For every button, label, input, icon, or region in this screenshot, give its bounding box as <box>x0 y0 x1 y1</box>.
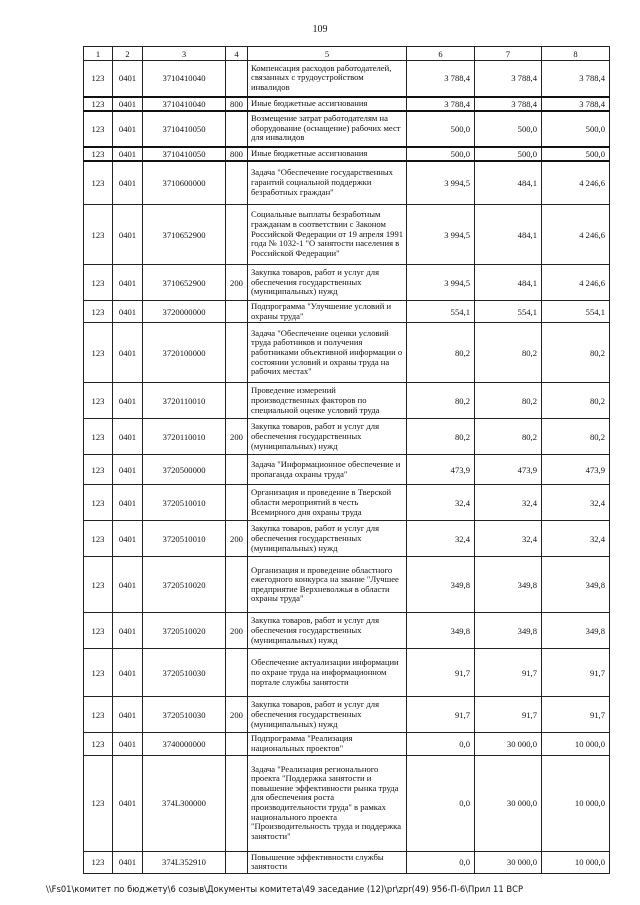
cell-amount-2: 80,2 <box>475 383 542 419</box>
table-row <box>84 455 610 485</box>
cell-description: Проведение измерений производственных факторов по специальной оценке условий труда <box>248 383 407 419</box>
cell-amount-1: 3 788,4 <box>407 61 475 97</box>
column-header-3: 3 <box>143 47 226 61</box>
cell-amount-3: 500,0 <box>542 111 610 147</box>
cell-expense-type <box>226 383 248 419</box>
cell-amount-1: 0,0 <box>407 851 475 873</box>
cell-expense-type <box>226 161 248 205</box>
table-row <box>84 419 610 455</box>
column-header-4: 4 <box>226 47 248 61</box>
cell-target-article: 3710600000 <box>143 161 226 205</box>
cell-description: Иные бюджетные ассигнования <box>248 147 407 161</box>
cell-description: Задача "Обеспечение государственных гарантий социальной поддержки безработных граждан" <box>248 161 407 205</box>
cell-amount-1: 80,2 <box>407 323 475 383</box>
cell-expense-type <box>226 61 248 97</box>
cell-description: Организация и проведение областного ежегодного конкурса на звание "Лучшее предприятие Верхневолжья в области охраны труда" <box>248 557 407 613</box>
cell-amount-3: 349,8 <box>542 557 610 613</box>
table-row <box>84 383 610 419</box>
cell-code-admin: 123 <box>84 521 113 557</box>
cell-section: 0401 <box>113 649 143 697</box>
cell-amount-3: 500,0 <box>542 147 610 161</box>
cell-expense-type: 200 <box>226 419 248 455</box>
cell-amount-1: 0,0 <box>407 755 475 851</box>
cell-code-admin: 123 <box>84 323 113 383</box>
cell-amount-3: 349,8 <box>542 613 610 649</box>
table-body <box>84 61 610 874</box>
table-row <box>84 613 610 649</box>
cell-amount-3: 80,2 <box>542 383 610 419</box>
cell-target-article: 3710410050 <box>143 111 226 147</box>
cell-target-article: 3740000000 <box>143 733 226 755</box>
cell-amount-3: 10 000,0 <box>542 851 610 873</box>
cell-amount-2: 80,2 <box>475 419 542 455</box>
header-row <box>84 47 610 61</box>
cell-target-article: 3710410050 <box>143 147 226 161</box>
cell-amount-2: 554,1 <box>475 301 542 323</box>
cell-amount-1: 91,7 <box>407 649 475 697</box>
cell-section: 0401 <box>113 111 143 147</box>
cell-description: Возмещение затрат работодателям на оборудование (оснащение) рабочих мест для инвалидов <box>248 111 407 147</box>
cell-amount-2: 500,0 <box>475 111 542 147</box>
table-row <box>84 755 610 851</box>
cell-code-admin: 123 <box>84 301 113 323</box>
cell-code-admin: 123 <box>84 111 113 147</box>
cell-section: 0401 <box>113 205 143 265</box>
cell-amount-1: 80,2 <box>407 383 475 419</box>
cell-description: Задача "Информационное обеспечение и пропаганда охраны труда" <box>248 455 407 485</box>
cell-expense-type: 200 <box>226 613 248 649</box>
cell-section: 0401 <box>113 419 143 455</box>
cell-target-article: 3710410040 <box>143 61 226 97</box>
cell-amount-2: 484,1 <box>475 161 542 205</box>
cell-amount-1: 349,8 <box>407 557 475 613</box>
cell-section: 0401 <box>113 161 143 205</box>
cell-amount-2: 484,1 <box>475 265 542 301</box>
cell-section: 0401 <box>113 383 143 419</box>
cell-target-article: 3720510020 <box>143 613 226 649</box>
page-number: 109 <box>312 24 328 35</box>
cell-amount-3: 80,2 <box>542 419 610 455</box>
cell-description: Компенсация расходов работодателей, связанных с трудоустройством инвалидов <box>248 61 407 97</box>
cell-amount-2: 349,8 <box>475 613 542 649</box>
cell-target-article: 3720510030 <box>143 649 226 697</box>
cell-amount-1: 32,4 <box>407 521 475 557</box>
cell-target-article: 3710652900 <box>143 205 226 265</box>
cell-amount-3: 32,4 <box>542 485 610 521</box>
cell-amount-1: 473,9 <box>407 455 475 485</box>
table-row <box>84 147 610 161</box>
cell-section: 0401 <box>113 521 143 557</box>
cell-code-admin: 123 <box>84 97 113 111</box>
cell-amount-3: 3 788,4 <box>542 61 610 97</box>
cell-expense-type <box>226 323 248 383</box>
column-header-8: 8 <box>542 47 610 61</box>
cell-amount-3: 91,7 <box>542 649 610 697</box>
cell-target-article: 3720510010 <box>143 521 226 557</box>
cell-amount-2: 30 000,0 <box>475 733 542 755</box>
cell-target-article: 3720510010 <box>143 485 226 521</box>
cell-amount-3: 3 788,4 <box>542 97 610 111</box>
cell-code-admin: 123 <box>84 851 113 873</box>
table-row <box>84 697 610 733</box>
cell-expense-type <box>226 301 248 323</box>
cell-description: Закупка товаров, работ и услуг для обеспечения государственных (муниципальных) нужд <box>248 521 407 557</box>
table-row <box>84 265 610 301</box>
cell-target-article: 3720110010 <box>143 419 226 455</box>
cell-description: Социальные выплаты безработным гражданам в соответствии с Законом Российской Федерации от 19 апреля 1991 года № 1032-1 "О занятости населения в Российской Федерации" <box>248 205 407 265</box>
table-row <box>84 851 610 873</box>
cell-amount-2: 3 788,4 <box>475 61 542 97</box>
cell-section: 0401 <box>113 61 143 97</box>
cell-section: 0401 <box>113 733 143 755</box>
cell-code-admin: 123 <box>84 455 113 485</box>
cell-section: 0401 <box>113 265 143 301</box>
cell-expense-type <box>226 205 248 265</box>
cell-description: Закупка товаров, работ и услуг для обеспечения государственных (муниципальных) нужд <box>248 419 407 455</box>
table-row <box>84 205 610 265</box>
cell-section: 0401 <box>113 323 143 383</box>
cell-target-article: 3720100000 <box>143 323 226 383</box>
cell-amount-3: 4 246,6 <box>542 205 610 265</box>
cell-section: 0401 <box>113 755 143 851</box>
cell-section: 0401 <box>113 851 143 873</box>
cell-amount-1: 80,2 <box>407 419 475 455</box>
cell-amount-2: 30 000,0 <box>475 851 542 873</box>
cell-amount-3: 10 000,0 <box>542 733 610 755</box>
cell-amount-1: 554,1 <box>407 301 475 323</box>
cell-description: Закупка товаров, работ и услуг для обеспечения государственных (муниципальных) нужд <box>248 265 407 301</box>
cell-code-admin: 123 <box>84 161 113 205</box>
cell-code-admin: 123 <box>84 733 113 755</box>
cell-amount-3: 473,9 <box>542 455 610 485</box>
cell-expense-type: 200 <box>226 265 248 301</box>
column-header-6: 6 <box>407 47 475 61</box>
cell-amount-1: 3 994,5 <box>407 205 475 265</box>
table-row <box>84 557 610 613</box>
cell-amount-1: 3 994,5 <box>407 265 475 301</box>
table-row <box>84 649 610 697</box>
footer-file-path: \\Fs01\комитет по бюджету\6 созыв\Документы комитета\49 заседание (12)\pr\zpr(49) 956-П-6\Прил 11 ВСР <box>46 884 524 894</box>
cell-expense-type <box>226 755 248 851</box>
cell-amount-2: 80,2 <box>475 323 542 383</box>
cell-expense-type <box>226 851 248 873</box>
cell-section: 0401 <box>113 455 143 485</box>
cell-description: Задача "Обеспечение оценки условий труда работников и получения работниками объективной информации о состоянии условий и охраны труда на рабочих местах" <box>248 323 407 383</box>
cell-amount-3: 4 246,6 <box>542 161 610 205</box>
cell-target-article: 3710652900 <box>143 265 226 301</box>
cell-expense-type <box>226 111 248 147</box>
cell-target-article: 3720000000 <box>143 301 226 323</box>
cell-amount-1: 91,7 <box>407 697 475 733</box>
cell-code-admin: 123 <box>84 557 113 613</box>
cell-code-admin: 123 <box>84 147 113 161</box>
cell-description: Подпрограмма "Реализация национальных проектов" <box>248 733 407 755</box>
cell-amount-2: 500,0 <box>475 147 542 161</box>
cell-amount-1: 3 788,4 <box>407 97 475 111</box>
cell-code-admin: 123 <box>84 265 113 301</box>
cell-code-admin: 123 <box>84 649 113 697</box>
cell-description: Подпрограмма "Улучшение условий и охраны труда" <box>248 301 407 323</box>
cell-code-admin: 123 <box>84 205 113 265</box>
budget-table <box>83 46 610 874</box>
cell-code-admin: 123 <box>84 61 113 97</box>
cell-target-article: 3720110010 <box>143 383 226 419</box>
cell-section: 0401 <box>113 485 143 521</box>
table-row <box>84 97 610 111</box>
table-row <box>84 61 610 97</box>
cell-expense-type <box>226 733 248 755</box>
column-header-1: 1 <box>84 47 113 61</box>
cell-target-article: 3720510020 <box>143 557 226 613</box>
cell-expense-type: 200 <box>226 697 248 733</box>
cell-amount-1: 349,8 <box>407 613 475 649</box>
cell-amount-1: 32,4 <box>407 485 475 521</box>
column-header-7: 7 <box>475 47 542 61</box>
cell-target-article: 3720510030 <box>143 697 226 733</box>
table-row <box>84 733 610 755</box>
cell-code-admin: 123 <box>84 485 113 521</box>
cell-description: Закупка товаров, работ и услуг для обеспечения государственных (муниципальных) нужд <box>248 613 407 649</box>
cell-section: 0401 <box>113 557 143 613</box>
table-row <box>84 323 610 383</box>
cell-section: 0401 <box>113 613 143 649</box>
cell-amount-1: 0,0 <box>407 733 475 755</box>
cell-description: Задача "Реализация регионального проекта "Поддержка занятости и повышение эффективности рынка труда для обеспечения роста производительности труда" в рамках национального проекта "Производительность труда и поддержка занятости" <box>248 755 407 851</box>
table-row <box>84 111 610 147</box>
cell-amount-3: 4 246,6 <box>542 265 610 301</box>
cell-description: Повышение эффективности службы занятости <box>248 851 407 873</box>
cell-section: 0401 <box>113 697 143 733</box>
table-row <box>84 161 610 205</box>
cell-code-admin: 123 <box>84 613 113 649</box>
cell-amount-2: 32,4 <box>475 521 542 557</box>
cell-description: Организация и проведение в Тверской области мероприятий в честь Всемирного дня охраны труда <box>248 485 407 521</box>
cell-code-admin: 123 <box>84 383 113 419</box>
cell-expense-type <box>226 649 248 697</box>
cell-description: Иные бюджетные ассигнования <box>248 97 407 111</box>
cell-expense-type <box>226 557 248 613</box>
table-row <box>84 301 610 323</box>
cell-amount-2: 473,9 <box>475 455 542 485</box>
cell-amount-2: 3 788,4 <box>475 97 542 111</box>
cell-amount-2: 484,1 <box>475 205 542 265</box>
cell-target-article: 3710410040 <box>143 97 226 111</box>
cell-amount-1: 500,0 <box>407 111 475 147</box>
cell-section: 0401 <box>113 147 143 161</box>
cell-target-article: 3720500000 <box>143 455 226 485</box>
cell-amount-2: 30 000,0 <box>475 755 542 851</box>
cell-section: 0401 <box>113 301 143 323</box>
cell-amount-2: 91,7 <box>475 649 542 697</box>
cell-description: Закупка товаров, работ и услуг для обеспечения государственных (муниципальных) нужд <box>248 697 407 733</box>
cell-code-admin: 123 <box>84 697 113 733</box>
cell-amount-2: 349,8 <box>475 557 542 613</box>
cell-amount-1: 500,0 <box>407 147 475 161</box>
cell-expense-type <box>226 485 248 521</box>
cell-expense-type: 800 <box>226 97 248 111</box>
cell-amount-1: 3 994,5 <box>407 161 475 205</box>
cell-expense-type: 200 <box>226 521 248 557</box>
cell-target-article: 374L352910 <box>143 851 226 873</box>
cell-amount-2: 91,7 <box>475 697 542 733</box>
cell-amount-3: 554,1 <box>542 301 610 323</box>
cell-expense-type <box>226 455 248 485</box>
cell-code-admin: 123 <box>84 419 113 455</box>
cell-target-article: 374L300000 <box>143 755 226 851</box>
column-header-5: 5 <box>248 47 407 61</box>
cell-amount-3: 91,7 <box>542 697 610 733</box>
cell-description: Обеспечение актуализации информации по охране труда на информационном портале службы занятости <box>248 649 407 697</box>
table-row <box>84 521 610 557</box>
column-header-2: 2 <box>113 47 143 61</box>
cell-amount-3: 32,4 <box>542 521 610 557</box>
cell-amount-2: 32,4 <box>475 485 542 521</box>
cell-code-admin: 123 <box>84 755 113 851</box>
cell-amount-3: 10 000,0 <box>542 755 610 851</box>
table-row <box>84 485 610 521</box>
cell-expense-type: 800 <box>226 147 248 161</box>
cell-amount-3: 80,2 <box>542 323 610 383</box>
cell-section: 0401 <box>113 97 143 111</box>
